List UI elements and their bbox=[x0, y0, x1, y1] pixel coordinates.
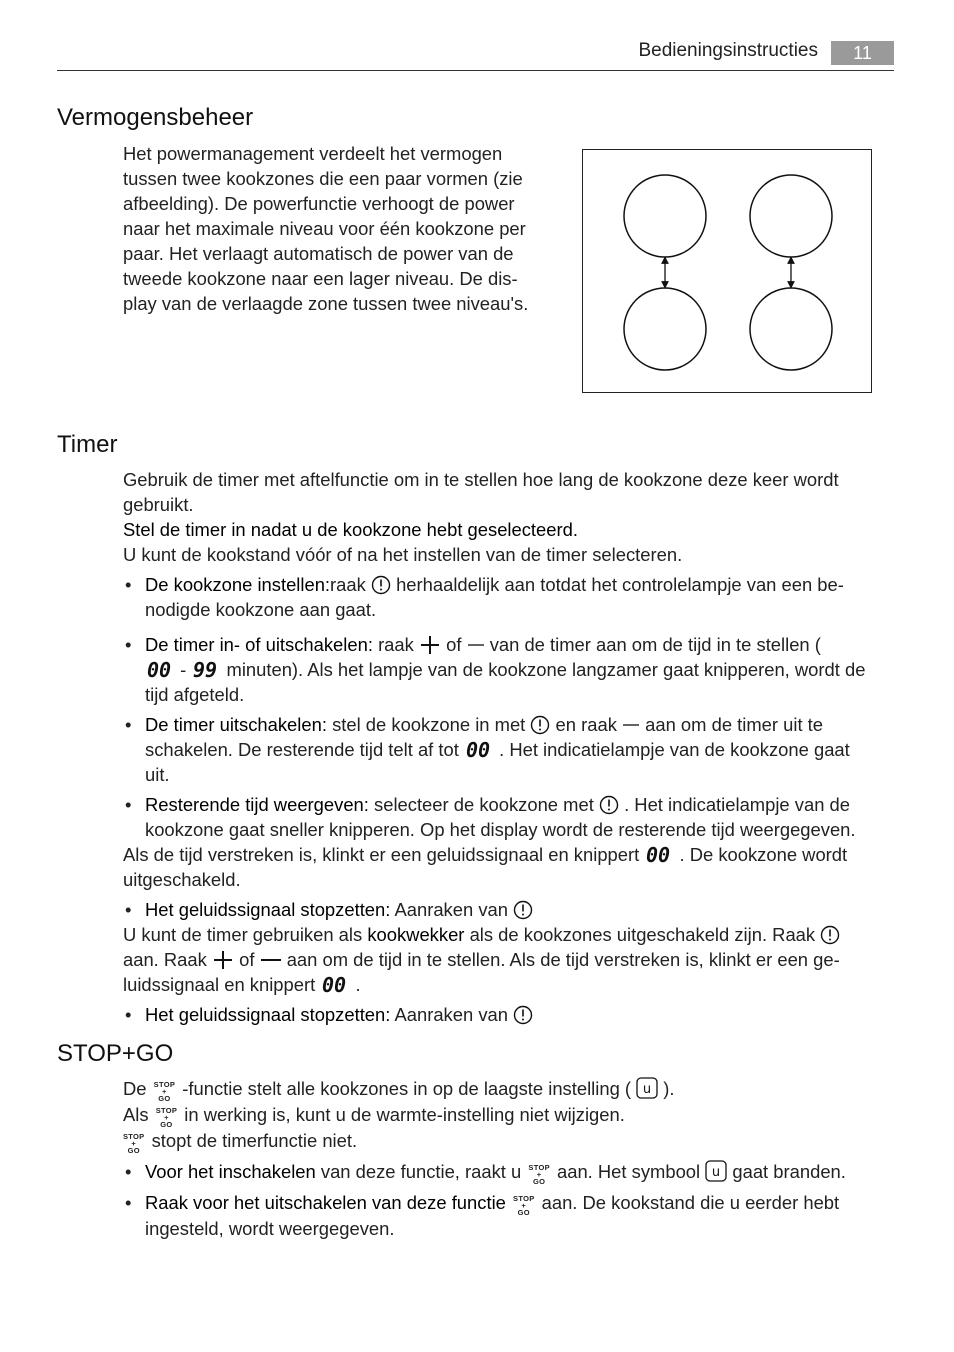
timer-icon bbox=[820, 925, 840, 945]
display-glyph: 00 bbox=[147, 660, 172, 680]
keep-warm-icon bbox=[705, 1160, 727, 1182]
text-fragment: uit. bbox=[145, 764, 170, 785]
text-line-emphasis: Stel de timer in nadat u de kookzone hebt geselecteerd. bbox=[123, 519, 578, 540]
text-fragment: aan om de tijd in te stellen. Als de tijd verstreken is, klinkt er een ge- bbox=[286, 949, 840, 970]
stop-go-glyph: STOP bbox=[153, 1080, 176, 1089]
text-fragment: -functie stelt alle kookzones in op de laagste instelling ( bbox=[182, 1078, 632, 1099]
text-fragment: luidssignaal en knippert bbox=[123, 974, 316, 995]
cooktop-zones-svg bbox=[583, 150, 870, 391]
text-line: play van de verlaagde zone tussen twee niveau's. bbox=[123, 293, 529, 314]
list-item bbox=[123, 1190, 898, 1241]
text-fragment: tijd afgeteld. bbox=[145, 684, 245, 705]
text-line: Het powermanagement verdeelt het vermogen bbox=[123, 143, 503, 164]
display-glyph: 00 bbox=[465, 740, 491, 760]
text-line: tussen twee kookzones die een paar vormen (zie bbox=[123, 168, 523, 189]
cooking-zone-rear-left bbox=[624, 288, 706, 370]
text-fragment: selecteer de kookzone met bbox=[374, 794, 594, 815]
text-line bbox=[123, 947, 898, 972]
text-fragment: ). bbox=[663, 1078, 675, 1099]
section-heading-timer: Timer bbox=[57, 431, 118, 458]
text-fragment: . Het indicatielampje van de bbox=[624, 794, 850, 815]
text-fragment: Aanraken van bbox=[394, 1004, 508, 1025]
text-fragment: Aanraken van bbox=[394, 899, 508, 920]
display-00-icon bbox=[147, 660, 173, 680]
text-line: U kunt de kookstand vóór of na het instellen van de timer selecteren. bbox=[123, 544, 683, 565]
section-heading-vermogensbeheer: Vermogensbeheer bbox=[57, 104, 254, 131]
stop-go-glyph: + bbox=[521, 1201, 527, 1210]
text-line bbox=[123, 972, 898, 997]
bullet-label: Het geluidssignaal stopzetten: bbox=[145, 899, 391, 920]
stop-go-icon bbox=[156, 1107, 177, 1128]
stop-go-glyph: GO bbox=[160, 1120, 173, 1129]
minus-icon bbox=[622, 715, 640, 735]
stop-go-glyph: + bbox=[131, 1139, 137, 1148]
text-fragment: aan. Raak bbox=[123, 949, 207, 970]
text-fragment: herhaaldelijk aan totdat het controlelampje van een be- bbox=[396, 574, 844, 595]
stopgo-section-body bbox=[123, 1076, 898, 1241]
stop-go-glyph: STOP bbox=[123, 1132, 145, 1141]
stop-go-glyph: GO bbox=[158, 1094, 171, 1103]
list-item bbox=[123, 1159, 898, 1185]
display-glyph: 99 bbox=[193, 660, 218, 680]
text-fragment: . bbox=[355, 974, 361, 995]
bullet-label: De kookzone instellen: bbox=[145, 574, 331, 595]
display-glyph: 00 bbox=[322, 975, 347, 995]
list-item bbox=[123, 572, 898, 622]
text-fragment: Als bbox=[123, 1104, 149, 1125]
cooktop-pairing-diagram bbox=[582, 149, 872, 393]
bullet-label: Het geluidssignaal stopzetten: bbox=[145, 1004, 391, 1025]
keep-warm-glyph: u bbox=[643, 1082, 652, 1097]
stop-go-glyph: + bbox=[164, 1113, 169, 1122]
display-glyph: 00 bbox=[646, 845, 671, 865]
timer-icon bbox=[513, 900, 533, 920]
bullet-label: Raak voor het uitschakelen van deze functie bbox=[145, 1192, 506, 1213]
stop-go-icon bbox=[154, 1081, 175, 1102]
cooking-zone-front-right bbox=[750, 175, 832, 257]
text-fragment: stopt de timerfunctie niet. bbox=[151, 1130, 358, 1151]
stop-go-icon bbox=[123, 1133, 144, 1154]
bullet-label: Voor het inschakelen bbox=[145, 1161, 316, 1182]
timer-icon bbox=[371, 575, 391, 595]
text-line: Gebruik de timer met aftelfunctie om in te stellen hoe lang de kookzone deze keer wordt bbox=[123, 469, 839, 490]
list-item bbox=[123, 1002, 898, 1027]
page-number: 11 bbox=[831, 41, 894, 65]
text-fragment: gaat branden. bbox=[732, 1161, 846, 1182]
text-fragment: . Het indicatielampje van de kookzone gaat bbox=[499, 739, 850, 760]
text-line bbox=[123, 1076, 898, 1102]
text-line bbox=[123, 842, 898, 867]
text-fragment: U kunt de timer gebruiken als bbox=[123, 924, 363, 945]
keep-warm-icon bbox=[636, 1077, 658, 1099]
text-fragment: van de timer aan om de tijd in te stellen ( bbox=[489, 634, 821, 655]
text-fragment: van deze functie, raakt u bbox=[320, 1161, 522, 1182]
cooking-zone-rear-right bbox=[750, 288, 832, 370]
stop-go-glyph: STOP bbox=[155, 1106, 178, 1115]
keep-warm-glyph: u bbox=[712, 1165, 721, 1180]
list-item bbox=[123, 897, 898, 922]
text-fragment: of bbox=[239, 949, 255, 970]
stop-go-glyph: STOP bbox=[513, 1194, 535, 1203]
text-line: uitgeschakeld. bbox=[123, 869, 241, 890]
text-fragment: stel de kookzone in met bbox=[332, 714, 526, 735]
keyword-kookwekker: kookwekker bbox=[367, 924, 465, 945]
text-line bbox=[123, 922, 898, 947]
plus-icon bbox=[419, 635, 441, 655]
timer-section-body bbox=[123, 467, 898, 1027]
list-item bbox=[123, 792, 898, 842]
text-fragment: en raak bbox=[555, 714, 617, 735]
plus-icon bbox=[212, 950, 234, 970]
display-00-icon bbox=[466, 740, 492, 760]
timer-icon bbox=[530, 715, 550, 735]
text-line: gebruikt. bbox=[123, 494, 194, 515]
list-item bbox=[123, 632, 898, 707]
text-line: paar. Het verlaagt automatisch de power van de bbox=[123, 243, 514, 264]
text-line: naar het maximale niveau voor één kookzone per bbox=[123, 218, 526, 239]
text-fragment: of bbox=[446, 634, 462, 655]
stop-go-glyph: GO bbox=[532, 1177, 546, 1186]
text-line bbox=[123, 1128, 898, 1154]
text-fragment: Als de tijd verstreken is, klinkt er een geluidssignaal en knippert bbox=[123, 844, 640, 865]
stop-go-glyph: + bbox=[536, 1170, 542, 1179]
minus-icon bbox=[260, 950, 282, 970]
text-fragment: aan om de timer uit te bbox=[645, 714, 824, 735]
text-fragment: - bbox=[180, 659, 187, 680]
stop-go-glyph: STOP bbox=[528, 1163, 550, 1172]
text-fragment: als de kookzones uitgeschakeld zijn. Raak bbox=[469, 924, 816, 945]
text-fragment: in werking is, kunt u de warmte-instelling niet wijzigen. bbox=[184, 1104, 625, 1125]
section-heading-stopgo: STOP+GO bbox=[57, 1040, 174, 1067]
text-fragment: raak bbox=[330, 574, 366, 595]
text-fragment: minuten). Als het lampje van de kookzone langzamer gaat knipperen, wordt de bbox=[226, 659, 866, 680]
stop-go-icon bbox=[513, 1195, 534, 1216]
text-fragment: ingesteld, wordt weergegeven. bbox=[145, 1218, 395, 1239]
display-99-icon bbox=[193, 660, 219, 680]
stop-go-icon bbox=[528, 1164, 549, 1185]
minus-icon bbox=[467, 635, 485, 655]
text-fragment: nodigde kookzone aan gaat. bbox=[145, 599, 377, 620]
text-fragment: kookzone gaat sneller knipperen. Op het display wordt de resterende tijd weergegeven. bbox=[145, 819, 856, 840]
display-00-icon bbox=[322, 975, 348, 995]
bullet-label: Resterende tijd weergeven: bbox=[145, 794, 369, 815]
text-line: tweede kookzone naar een lager niveau. De dis- bbox=[123, 268, 518, 289]
stop-go-glyph: + bbox=[162, 1087, 167, 1096]
display-00-icon bbox=[646, 845, 672, 865]
timer-icon bbox=[599, 795, 619, 815]
bullet-label: De timer in- of uitschakelen: bbox=[145, 634, 373, 655]
text-line bbox=[123, 1102, 898, 1128]
stop-go-glyph: GO bbox=[127, 1146, 140, 1155]
text-fragment: . De kookzone wordt bbox=[679, 844, 848, 865]
list-item bbox=[123, 712, 898, 787]
text-fragment: schakelen. De resterende tijd telt af tot bbox=[145, 739, 459, 760]
vermogensbeheer-paragraph bbox=[123, 141, 563, 316]
header-divider bbox=[57, 70, 894, 71]
timer-icon bbox=[513, 1005, 533, 1025]
text-fragment: De bbox=[123, 1078, 147, 1099]
text-fragment: aan. De kookstand die u eerder hebt bbox=[541, 1192, 840, 1213]
running-header: Bedieningsinstructies bbox=[638, 40, 818, 61]
bullet-label: De timer uitschakelen: bbox=[145, 714, 327, 735]
cooking-zone-front-left bbox=[624, 175, 706, 257]
stop-go-glyph: GO bbox=[517, 1208, 530, 1217]
text-fragment: aan. Het symbool bbox=[557, 1161, 701, 1182]
text-fragment: raak bbox=[378, 634, 414, 655]
text-line: afbeelding). De powerfunctie verhoogt de power bbox=[123, 193, 515, 214]
